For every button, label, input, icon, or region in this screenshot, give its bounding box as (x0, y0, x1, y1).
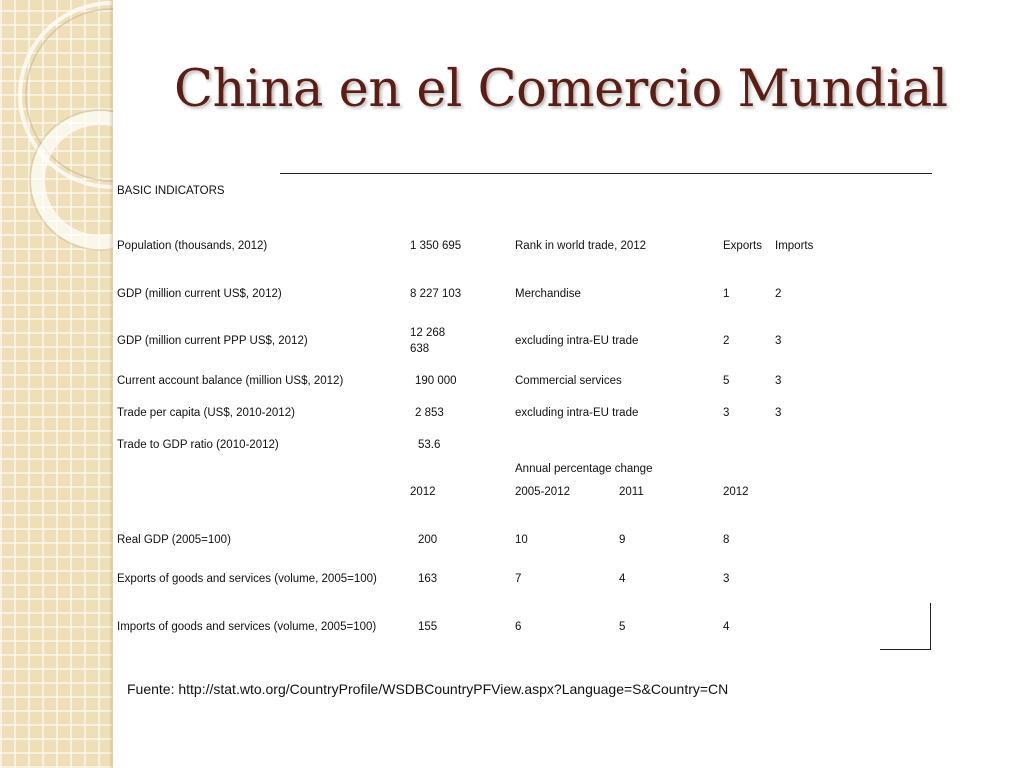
rank-label: Merchandise (515, 288, 581, 300)
rank-label: excluding intra-EU trade (515, 335, 639, 347)
imports-header: Imports (775, 240, 814, 252)
imports-value: 3 (775, 335, 782, 347)
row-value-line2: 638 (410, 343, 430, 355)
row-label: Trade per capita (US$, 2010-2012) (117, 407, 295, 419)
row-label: Population (thousands, 2012) (117, 240, 268, 252)
growth-row-period: 6 (515, 621, 522, 633)
row-value: 53.6 (418, 439, 441, 451)
row-value: 1 350 695 (410, 240, 462, 252)
rank-label: Commercial services (515, 375, 622, 387)
col-header-period: 2005-2012 (515, 486, 570, 498)
growth-row-label: Imports of goods and services (volume, 2005=100) (117, 621, 377, 633)
row-value: 190 000 (415, 375, 457, 387)
growth-row-value: 200 (418, 534, 438, 546)
growth-row-2011: 5 (619, 621, 626, 633)
row-label: GDP (million current PPP US$, 2012) (117, 335, 308, 347)
rank-label: Rank in world trade, 2012 (515, 240, 647, 252)
row-value: 8 227 103 (410, 288, 462, 300)
growth-row-2012: 3 (723, 573, 730, 585)
annual-change-header: Annual percentage change (515, 463, 653, 475)
title-divider (280, 173, 932, 174)
source-citation: Fuente: http://stat.wto.org/CountryProfile/WSDBCountryPFView.aspx?Language=S&Country=CN (127, 681, 729, 697)
exports-header: Exports (723, 240, 762, 252)
imports-value: 2 (775, 288, 782, 300)
col-header-year: 2012 (410, 486, 436, 498)
row-label: GDP (million current US$, 2012) (117, 288, 282, 300)
exports-value: 5 (723, 375, 730, 387)
table-border-bottom (880, 649, 931, 650)
table-border-right (930, 603, 931, 650)
growth-row-2012: 4 (723, 621, 730, 633)
growth-row-label: Real GDP (2005=100) (117, 534, 231, 546)
row-value: 2 853 (415, 407, 444, 419)
row-value-line1: 12 268 (410, 327, 446, 339)
growth-row-value: 155 (418, 621, 438, 633)
imports-value: 3 (775, 375, 782, 387)
slide-title: China en el Comercio Mundial (174, 60, 948, 119)
growth-row-label: Exports of goods and services (volume, 2005=100) (117, 573, 377, 585)
growth-row-value: 163 (418, 573, 438, 585)
section-title: BASIC INDICATORS (117, 185, 225, 197)
growth-row-period: 7 (515, 573, 522, 585)
exports-value: 2 (723, 335, 730, 347)
growth-row-2011: 4 (619, 573, 626, 585)
rank-label: excluding intra-EU trade (515, 407, 639, 419)
row-label: Trade to GDP ratio (2010-2012) (117, 439, 279, 451)
growth-row-2012: 8 (723, 534, 730, 546)
col-header-2012: 2012 (723, 486, 749, 498)
imports-value: 3 (775, 407, 782, 419)
growth-row-2011: 9 (619, 534, 626, 546)
exports-value: 3 (723, 407, 730, 419)
decorative-rings (0, 0, 113, 768)
decorative-sidebar (0, 0, 113, 768)
growth-row-period: 10 (515, 534, 528, 546)
row-label: Current account balance (million US$, 2012) (117, 375, 344, 387)
exports-value: 1 (723, 288, 730, 300)
col-header-2011: 2011 (619, 486, 644, 498)
